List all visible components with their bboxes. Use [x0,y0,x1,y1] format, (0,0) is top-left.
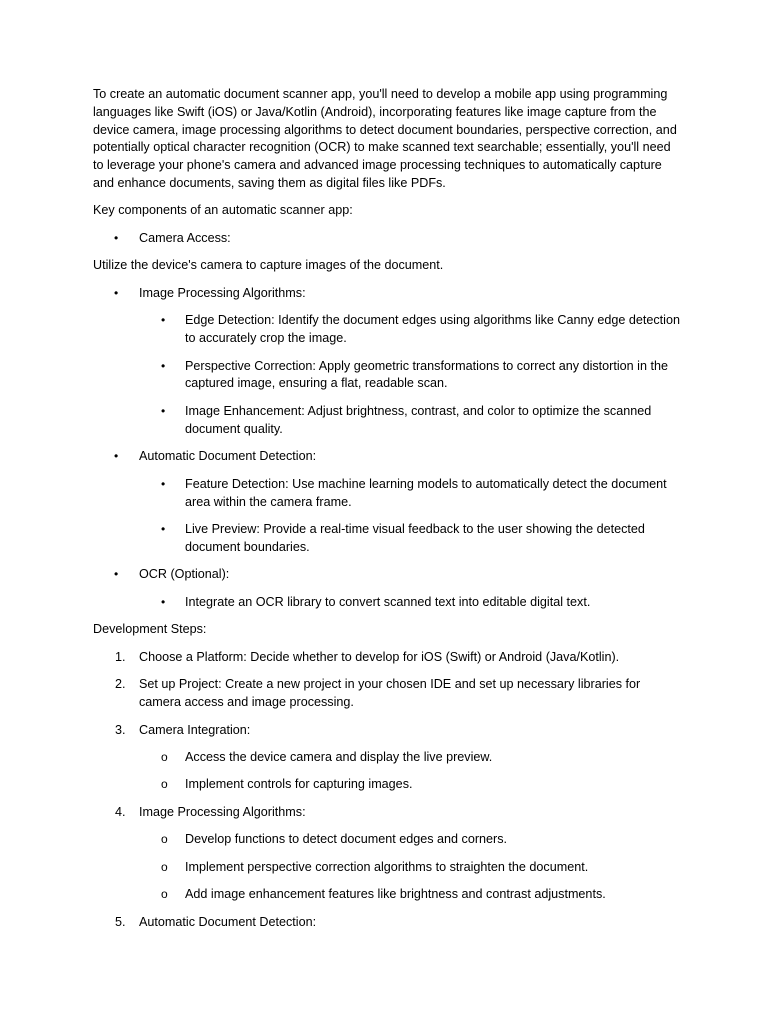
list-item-text: Live Preview: Provide a real-time visual feedback to the user showing the detected document boundaries. [185,522,645,554]
list-item-text: Image Processing Algorithms: [139,804,306,819]
bullet-marker: • [161,358,166,373]
list-item [93,403,683,439]
list-item-text: Feature Detection: Use machine learning models to automatically detect the document area within the camera frame. [185,476,667,509]
bullet-marker: • [161,522,166,537]
bullet-marker: • [114,449,119,464]
list-item-text: Camera Access: [139,230,231,245]
list-item [93,476,683,512]
circle-marker: o [161,832,168,847]
step-number: 2. [115,677,126,692]
list-item [93,521,683,557]
list-item-text: Perspective Correction: Apply geometric transformations to correct any distortion in the captured image, ensuring a flat, readable scan. [185,358,668,391]
list-item [93,831,683,849]
development-steps-list [93,649,683,932]
list-item-text: Integrate an OCR library to convert scanned text into editable digital text. [185,594,591,609]
list-item [93,312,683,348]
list-item-text: Image Enhancement: Adjust brightness, contrast, and color to optimize the scanned document quality. [185,403,652,436]
circle-marker: o [161,750,168,764]
list-item-text: Edge Detection: Identify the document edges using algorithms like Canny edge detection to accurately crop the image. [185,313,680,346]
list-item-text: Automatic Document Detection: [139,914,317,929]
list-item-text: Implement controls for capturing images. [185,777,413,792]
step-number: 5. [115,914,126,929]
list-item-text: Camera Integration: [139,722,251,737]
development-steps-heading: Development Steps: [93,622,207,637]
list-item [93,676,683,712]
circle-marker: o [161,887,168,902]
list-item [93,358,683,394]
list-item [93,722,683,740]
bullet-marker: • [161,476,166,491]
list-item [93,776,683,794]
list-item [93,448,683,466]
list-item-text: OCR (Optional): [139,567,230,582]
list-item [93,886,683,904]
list-item [93,804,683,822]
list-item [93,594,683,612]
list-item [93,230,683,248]
list-item [93,914,683,932]
step-number: 4. [115,804,126,819]
step-number: 3. [115,722,126,737]
key-components-list [93,285,683,612]
bullet-marker: • [114,230,119,245]
circle-marker: o [161,777,168,792]
camera-access-description: Utilize the device's camera to capture images of the document. [93,258,444,273]
list-item-text: Add image enhancement features like brightness and contrast adjustments. [185,887,606,902]
list-item [93,566,683,584]
circle-marker: o [161,859,168,874]
bullet-marker: • [161,313,166,328]
list-item-text: Set up Project: Create a new project in your chosen IDE and set up necessary libraries for camera access and image processing. [139,677,641,710]
intro-paragraph: To create an automatic document scanner app, you'll need to develop a mobile app using programming languages like Swift (iOS) or Java/Kotlin (Android), incorporating features like image capture from the device camera, image processing algorithms to detect document boundaries, perspective correction, and potentially optical character recognition (OCR) to make scanned text searchable; essentially, you'll need to leverage your phone's camera and advanced image processing techniques to automatically capture and enhance documents, saving them as digital files like PDFs. [93,87,677,190]
list-item-text: Implement perspective correction algorithms to straighten the document. [185,859,589,874]
list-item-text: Automatic Document Detection: [139,449,317,464]
list-item-text: Image Processing Algorithms: [139,285,306,300]
list-item [93,859,683,877]
list-item-text: Choose a Platform: Decide whether to develop for iOS (Swift) or Android (Java/Kotlin). [139,649,620,664]
document-body [93,86,683,941]
list-item-text: Access the device camera and display the live preview. [185,750,493,764]
list-item [93,749,683,767]
list-item [93,649,683,667]
bullet-marker: • [161,403,166,418]
list-item-text: Develop functions to detect document edges and corners. [185,832,508,847]
key-components-heading: Key components of an automatic scanner app: [93,203,353,218]
key-components-list-camera [93,230,683,248]
step-number: 1. [115,649,126,664]
bullet-marker: • [114,285,119,300]
list-item [93,285,683,303]
bullet-marker: • [114,567,119,582]
bullet-marker: • [161,594,166,609]
